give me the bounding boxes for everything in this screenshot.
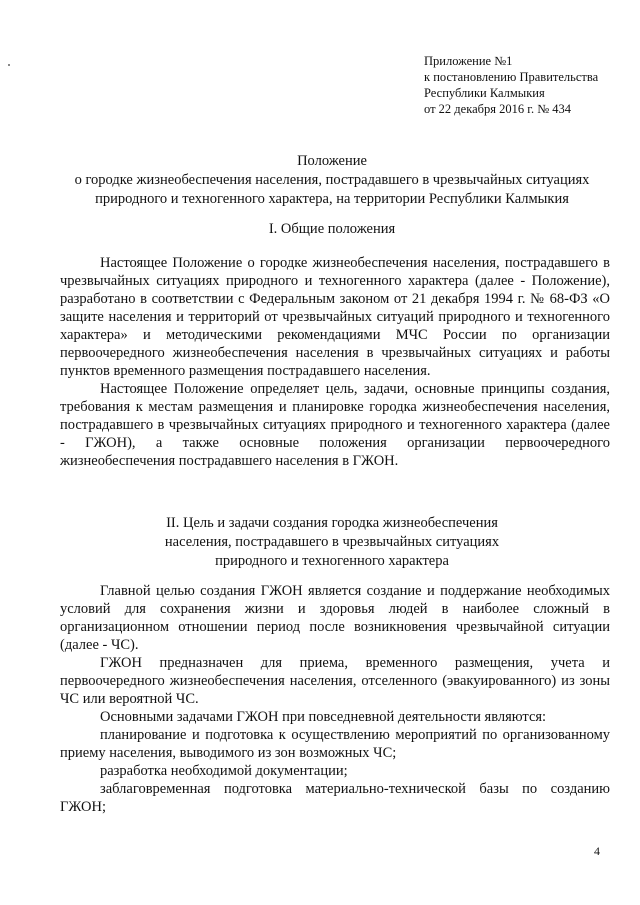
title-line: природного и техногенного характера, на территории Республики Калмыкия bbox=[95, 191, 569, 207]
paragraph: Настоящее Положение определяет цель, задачи, основные принципы создания, требования к местам размещения и планировке городка жизнеобеспечения населения, пострадавшего в чрезвычайных ситуациях природного и техногенного характера (далее - ГЖОН), а также основные положения организации первоочередного жизнеобеспечения пострадавшего населения в ГЖОН. bbox=[60, 381, 610, 469]
paragraph: ГЖОН предназначен для приема, временного размещения, учета и первоочередного жизнеобеспечения населения, отселенного (эвакуированного) из зоны ЧС или вероятной ЧС. bbox=[60, 655, 610, 707]
paragraph: заблаговременная подготовка материально-технической базы по созданию ГЖОН; bbox=[60, 781, 610, 815]
paragraph: планирование и подготовка к осуществлению мероприятий по организованному приему населения, выводимого из зон возможных ЧС; bbox=[60, 727, 610, 761]
section-1-body bbox=[60, 254, 610, 470]
heading-line: природного и техногенного характера bbox=[215, 553, 449, 569]
paragraph: Главной целью создания ГЖОН является создание и поддержание необходимых условий для сохранения жизни и здоровья людей в наиболее сложный в организационном отношении период после возникновения чрезвычайной ситуации (далее - ЧС). bbox=[60, 583, 610, 653]
appendix-note bbox=[424, 53, 598, 117]
document-title bbox=[50, 152, 614, 209]
paragraph: разработка необходимой документации; bbox=[100, 763, 348, 779]
heading-line: населения, пострадавшего в чрезвычайных ситуациях bbox=[164, 534, 500, 550]
scan-speck bbox=[8, 64, 10, 66]
section-2-heading bbox=[50, 514, 614, 571]
title-line: Положение bbox=[297, 153, 367, 169]
section-1-heading: I. Общие положения bbox=[268, 221, 396, 237]
title-line: о городке жизнеобеспечения населения, пострадавшего в чрезвычайных ситуациях bbox=[74, 172, 590, 188]
page-number: 4 bbox=[594, 844, 600, 858]
appendix-line: к постановлению Правительства bbox=[424, 70, 599, 84]
heading-line: II. Цель и задачи создания городка жизнеобеспечения bbox=[166, 515, 498, 531]
section-2-body bbox=[60, 582, 610, 816]
appendix-line: Республики Калмыкия bbox=[424, 86, 545, 100]
appendix-line: Приложение №1 bbox=[424, 54, 513, 68]
appendix-line: от 22 декабря 2016 г. № 434 bbox=[424, 102, 572, 116]
paragraph: Настоящее Положение о городке жизнеобеспечения населения, пострадавшего в чрезвычайных ситуациях природного и техногенного характера (далее - Положение), разработано в соответствии с Федеральным законом от 21 декабря 1994 г. № 68-ФЗ «О защите населения и территорий от чрезвычайных ситуаций природного и техногенного характера» и методическими рекомендациями МЧС России по организации первоочередного жизнеобеспечения населения в чрезвычайных ситуациях и работы пунктов временного размещения пострадавшего населения. bbox=[60, 255, 610, 379]
paragraph: Основными задачами ГЖОН при повседневной деятельности являются: bbox=[100, 709, 547, 725]
